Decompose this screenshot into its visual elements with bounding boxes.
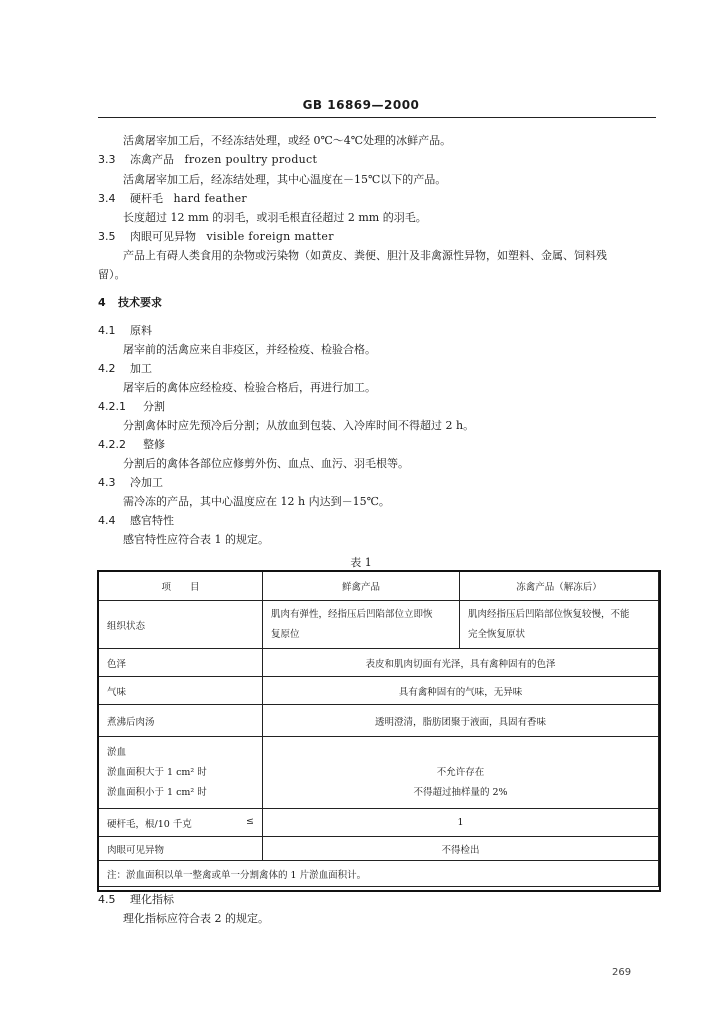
- header-fresh: 鲜禽产品: [263, 572, 460, 601]
- item-4-2-text: 屠宰后的禽体应经检疫、检验合格后，再进行加工。: [123, 381, 376, 394]
- value-texture-fresh: [263, 601, 460, 649]
- label-foreign: 肉眼可见异物: [99, 837, 263, 861]
- def-3-4-desc: 长度超过 12 mm 的羽毛，或羽毛根直径超过 2 mm 的羽毛。: [123, 211, 427, 224]
- value-feather: 1: [263, 809, 659, 837]
- label-feather-text: 硬杆毛，根/10 千克: [107, 818, 192, 830]
- header-item: 项 目: [99, 572, 263, 601]
- item-4-2-1-text: 分割禽体时应先预冷后分割；从放血到包装、入冷库时间不得超过 2 h。: [123, 419, 475, 432]
- label-broth: 煮沸后肉汤: [99, 705, 263, 737]
- value-texture-fresh-2: 复原位: [271, 628, 300, 640]
- label-color: 色泽: [99, 649, 263, 677]
- label-bruise-3: 淤血面积小于 1 cm² 时: [107, 786, 207, 798]
- value-color: 表皮和肌肉切面有光泽，具有禽种固有的色泽: [263, 649, 659, 677]
- value-odor: 具有禽种固有的气味，无异味: [263, 677, 659, 705]
- label-texture: 组织状态: [99, 601, 263, 649]
- item-4-3-number: 4.3: [98, 476, 116, 489]
- item-4-2-number: 4.2: [98, 362, 116, 375]
- item-4-2-title: 加工: [130, 362, 152, 375]
- item-4-3-text: 需冷冻的产品，其中心温度应在 12 h 内达到－15℃。: [123, 495, 390, 508]
- item-4-4-text: 感官特性应符合表 1 的规定。: [123, 533, 269, 546]
- item-4-4-number: 4.4: [98, 514, 116, 527]
- def-3-5-term-cn: 肉眼可见异物: [130, 230, 196, 243]
- item-4-1-text: 屠宰前的活禽应来自非疫区，并经检疫、检验合格。: [123, 343, 376, 356]
- def-3-5-number: 3.5: [98, 230, 116, 243]
- table-header-row: [99, 572, 659, 601]
- section-4-title: 技术要求: [118, 296, 162, 309]
- def-3-3-term-en: frozen poultry product: [184, 153, 318, 166]
- def-3-5-desc-1: 产品上有碍人类食用的杂物或污染物（如黄皮、粪便、胆汁及非禽源性异物，如塑料、金属、饲料残: [123, 249, 607, 262]
- value-bruise: [263, 737, 659, 809]
- def-3-3-term-cn: 冻禽产品: [130, 153, 174, 166]
- item-4-3-title: 冷加工: [130, 476, 163, 489]
- value-texture-fresh-1: 肌肉有弹性，经指压后凹陷部位立即恢: [271, 608, 433, 620]
- page-number: 269: [612, 967, 632, 978]
- item-4-4-title: 感官特性: [130, 514, 174, 527]
- header-rule: [98, 117, 656, 118]
- header-frozen: 冻禽产品（解冻后）: [460, 572, 659, 601]
- def-3-4-term-en: hard feather: [173, 192, 247, 205]
- def-3-5-term-en: visible foreign matter: [206, 230, 334, 243]
- item-4-5-number: 4.5: [98, 893, 116, 906]
- table-row-color: [99, 649, 659, 677]
- le-symbol: ≤: [246, 815, 254, 827]
- intro-line: 活禽屠宰加工后，不经冻结处理，或经 0℃～4℃处理的冰鲜产品。: [123, 134, 452, 147]
- def-3-4-term: [130, 192, 247, 206]
- label-feather: [99, 809, 263, 837]
- item-4-1-title: 原料: [130, 324, 152, 337]
- item-4-2-1-number: 4.2.1: [98, 400, 126, 413]
- item-4-2-1-title: 分割: [143, 400, 165, 413]
- def-3-3-number: 3.3: [98, 153, 116, 166]
- value-bruise-1: 不允许存在: [436, 766, 485, 778]
- def-3-3-term: [130, 153, 317, 167]
- value-broth: 透明澄清，脂肪团聚于液面，具固有香味: [263, 705, 659, 737]
- table-row-broth: [99, 705, 659, 737]
- label-bruise: [99, 737, 263, 809]
- value-texture-frozen: [460, 601, 659, 649]
- table-row-feather: [99, 809, 659, 837]
- def-3-5-desc-2: 留）。: [98, 268, 126, 281]
- value-bruise-2: 不得超过抽样量的 2%: [413, 786, 508, 798]
- table-1-caption: 表 1: [350, 556, 372, 569]
- def-3-5-term: [130, 230, 334, 244]
- section-4-number: 4: [98, 296, 106, 309]
- def-3-4-term-cn: 硬杆毛: [130, 192, 163, 205]
- item-4-2-2-text: 分割后的禽体各部位应修剪外伤、血点、血污、羽毛根等。: [123, 457, 409, 470]
- standard-number: GB 16869—2000: [302, 98, 420, 112]
- item-4-5-title: 理化指标: [130, 893, 174, 906]
- table-row-texture: [99, 601, 659, 649]
- table-row-bruise: [99, 737, 659, 809]
- label-odor: 气味: [99, 677, 263, 705]
- def-3-4-number: 3.4: [98, 192, 116, 205]
- item-4-5-text: 理化指标应符合表 2 的规定。: [123, 912, 269, 925]
- item-4-1-number: 4.1: [98, 324, 116, 337]
- table-1: [98, 571, 659, 887]
- label-bruise-2: 淤血面积大于 1 cm² 时: [107, 766, 207, 778]
- table-row-foreign: [99, 837, 659, 861]
- table-note: 注：淤血面积以单一整禽或单一分割禽体的 1 片淤血面积计。: [99, 861, 659, 887]
- def-3-3-desc: 活禽屠宰加工后，经冻结处理，其中心温度在－15℃以下的产品。: [123, 173, 447, 186]
- table-row-odor: [99, 677, 659, 705]
- table-row-note: [99, 861, 659, 887]
- value-texture-frozen-1: 肌肉经指压后凹陷部位恢复较慢，不能: [468, 608, 630, 620]
- item-4-2-2-number: 4.2.2: [98, 438, 126, 451]
- value-foreign: 不得检出: [263, 837, 659, 861]
- value-texture-frozen-2: 完全恢复原状: [468, 628, 526, 640]
- item-4-2-2-title: 整修: [143, 438, 165, 451]
- label-bruise-1: 淤血: [107, 746, 127, 758]
